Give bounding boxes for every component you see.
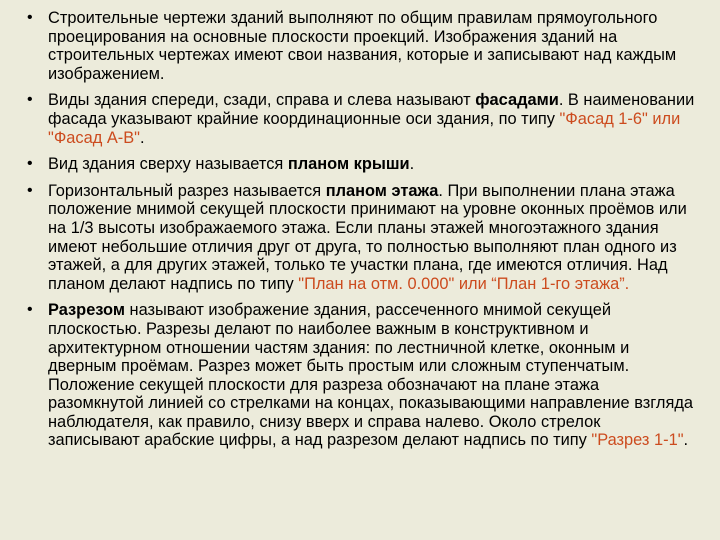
example-section-name: "Разрез 1-1" <box>591 431 684 450</box>
bullet-icon: • <box>27 9 33 26</box>
bullet-text: Вид здания сверху называется <box>48 155 288 174</box>
bullet-text: Горизонтальный разрез называется <box>48 181 326 200</box>
term-floor-plan: планом этажа <box>325 181 439 200</box>
term-facades: фасадами <box>475 91 559 110</box>
bullet-icon: • <box>27 91 33 109</box>
example-floor-plan-names: "План на отм. 0.000" или “План 1-го этажа”. <box>298 274 630 293</box>
bullet-text-end: . <box>139 128 145 147</box>
example-facade-names: "Фасад 1-6" или "Фасад А-В" <box>48 109 681 147</box>
bullet-icon: • <box>27 301 33 319</box>
bullet-list <box>24 9 696 450</box>
bullet-text-continued: . В наименовании фасада указывают крайние координационные оси здания, по типу <box>48 91 695 128</box>
bullet-text-continued: . При выполнении плана этажа положение мнимой секущей плоскости принимают на уровне оконных проёмов или на 1/3 высоты изображаемого этажа. Если планы этажей многоэтажного здания имеют небольшие отличия друг от друга, то полностью выполняют план одного из этажей, а для других этажей, только те участки плана, где имеются отличия. Над планом делают надпись по типу <box>48 181 687 293</box>
bullet-item-section <box>24 301 696 450</box>
bullet-text: Строительные чертежи зданий выполняют по общим правилам прямоугольного проецирования на основные плоскости проекций. Изображения зданий на строительных чертежах имеют свои названия, которые и записывают над каждым изображением. <box>48 9 677 83</box>
bullet-item-drawings <box>24 9 696 83</box>
term-section: Разрезом <box>48 301 125 320</box>
bullet-item-facades <box>24 91 696 147</box>
bullet-text-end: . <box>683 431 689 450</box>
bullet-icon: • <box>27 155 33 173</box>
term-roof-plan: планом крыши <box>287 155 410 174</box>
bullet-text-end: . <box>409 155 415 174</box>
bullet-text-continued: называют изображение здания, рассеченного мнимой секущей плоскостью. Разрезы делают по наиболее важным в конструктивном и архитектурном отношении частям здания: по лестничной клетке, оконным и дверным проёмам. Разрез может быть простым или сложным ступенчатым. Положение секущей плоскости для разреза обозначают на плане этажа разомкнутой линией со стрелками на концах, показывающими направление взгляда наблюдателя, как правило, снизу вверх и справа налево. Около стрелок записывают арабские цифры, а над разрезом делают надпись по типу <box>48 301 693 450</box>
bullet-item-floor-plan <box>24 182 696 294</box>
bullet-icon: • <box>27 181 33 199</box>
bullet-text: Виды здания спереди, сзади, справа и слева называют <box>48 91 476 110</box>
bullet-item-roof-plan <box>24 155 696 174</box>
